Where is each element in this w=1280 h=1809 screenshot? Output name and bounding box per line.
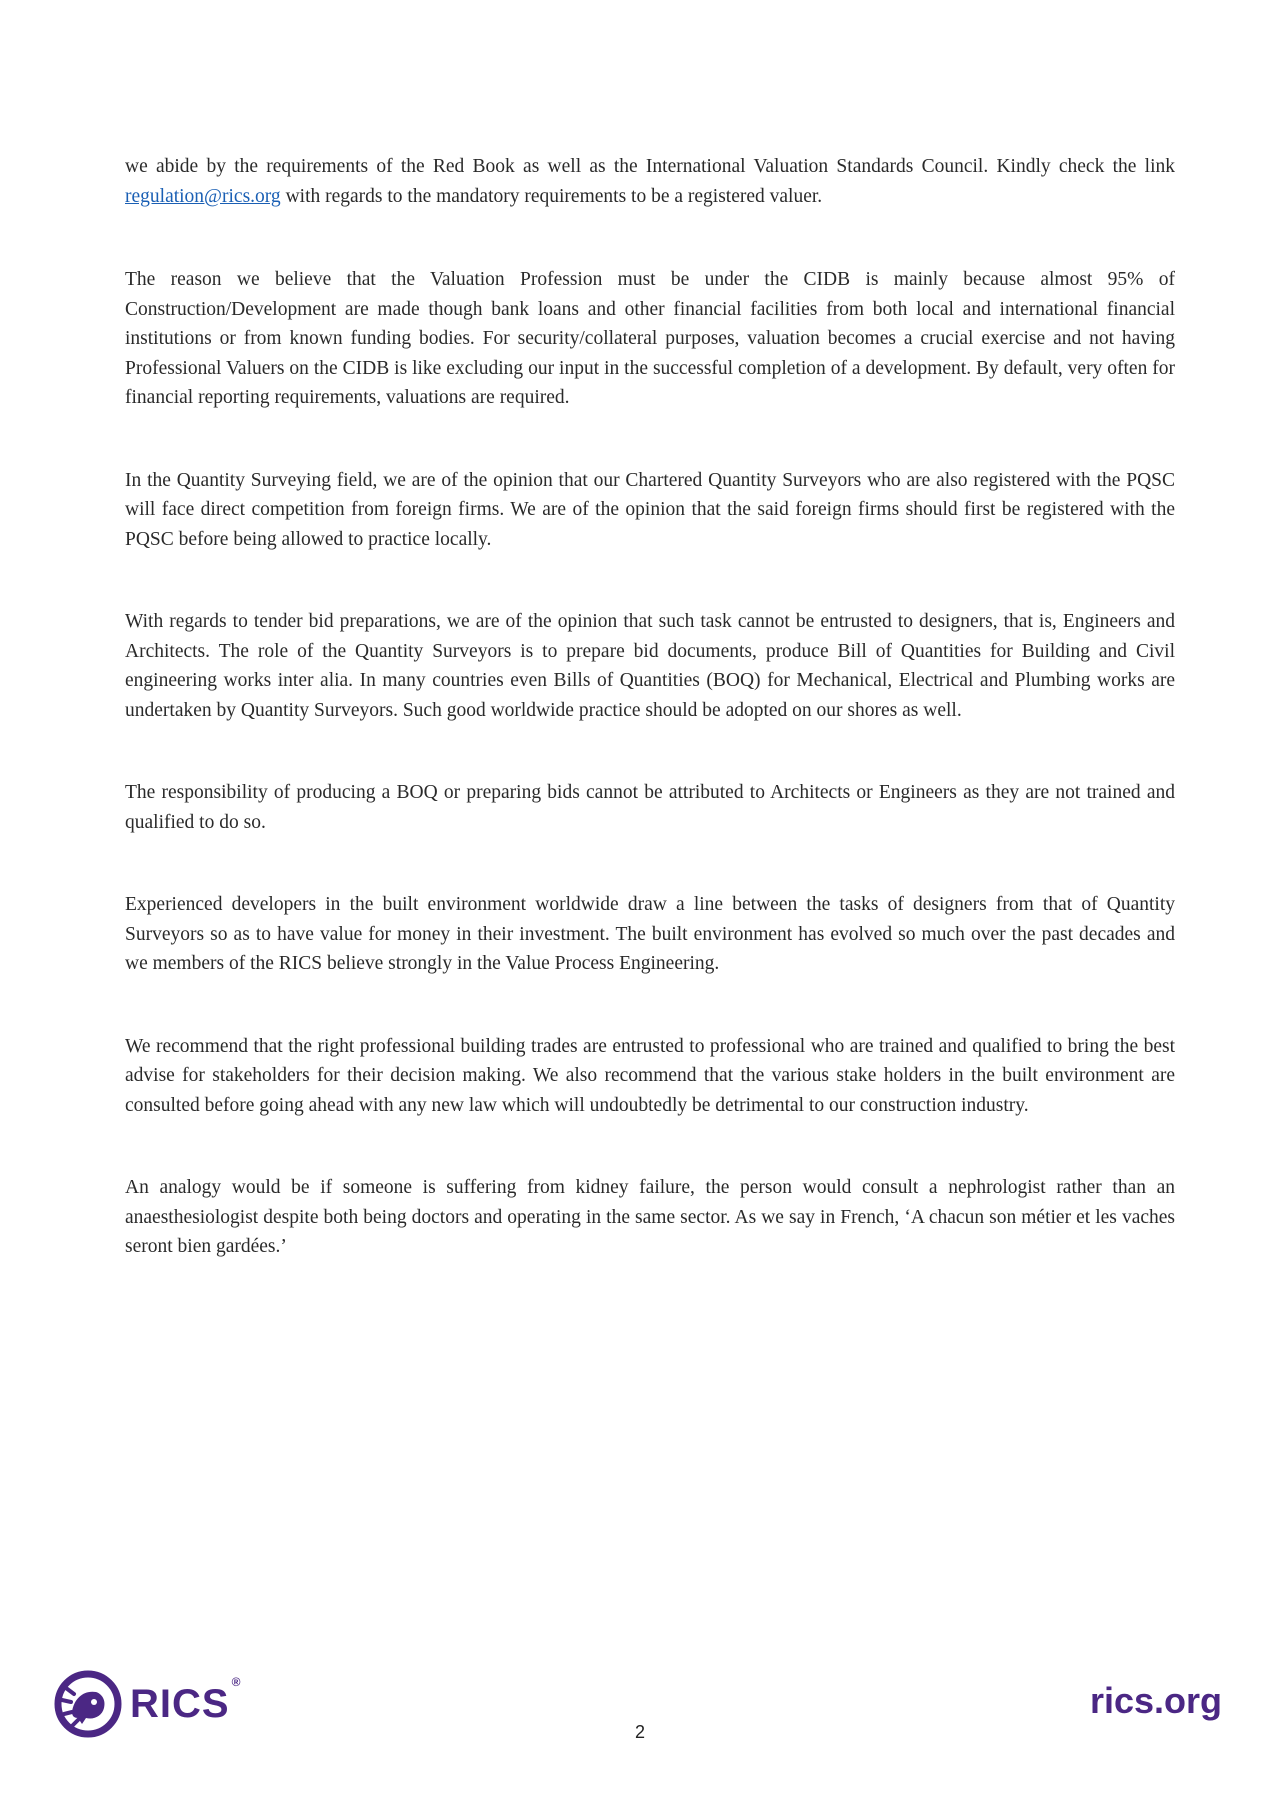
website-link[interactable]: rics.org <box>1089 1680 1222 1721</box>
letter-body <box>125 152 1175 1315</box>
paragraph-6: Experienced developers in the built environment worldwide draw a line between the tasks of designers from that of Quantity Surveyors so as to have value for money in their investment. The built environment has evolved so much over the past decades and we members of the RICS believe strongly in the Value Process Engineering. <box>125 894 1175 974</box>
logo-wordmark <box>130 1675 242 1727</box>
paragraph-1-after-link: with regards to the mandatory requirements to be a registered valuer. <box>280 185 823 207</box>
paragraph-8: An analogy would be if someone is suffering from kidney failure, the person would consult a nephrologist rather than an anaesthesiologist despite both being doctors and operating in the same sector. As we say in French, ‘A chacun son métier et les vaches seront bien gardées.’ <box>125 1177 1175 1257</box>
paragraph-1 <box>125 152 1175 211</box>
paragraph-2: The reason we believe that the Valuation Profession must be under the CIDB is mainly because almost 95% of Construction/Development are made though bank loans and other financial facilities from both local and international financial institutions or from known funding bodies. For security/collateral purposes, valuation becomes a crucial exercise and not having Professional Valuers on the CIDB is like excluding our input in the successful completion of a development. By default, very often for financial reporting requirements, valuations are required. <box>125 269 1175 408</box>
regulation-email-link[interactable]: regulation@rics.org <box>125 185 281 207</box>
logo-wordmark-text: RICS <box>130 1681 230 1726</box>
paragraph-1-before-link: we abide by the requirements of the Red Book as well as the International Valuation Standards Council. Kindly check the link <box>125 156 1175 177</box>
paragraph-5: The responsibility of producing a BOQ or preparing bids cannot be attributed to Architects or Engineers as they are not trained and qualified to do so. <box>125 782 1175 833</box>
page-number: 2 <box>634 1722 645 1742</box>
paragraph-3: In the Quantity Surveying field, we are of the opinion that our Chartered Quantity Surveyors who are also registered with the PQSC will face direct competition from foreign firms. We are of the opinion that the said foreign firms should first be registered with the PQSC before being allowed to practice locally. <box>125 469 1175 550</box>
paragraph-7: We recommend that the right professional building trades are entrusted to professional who are trained and qualified to bring the best advise for stakeholders for their decision making. We also recommend that the various stake holders in the built environment are consulted before going ahead with any new law which will undoubtedly be detrimental to our construction industry. <box>125 1035 1175 1116</box>
registered-mark: ® <box>231 1675 242 1690</box>
page-footer <box>0 1660 1280 1750</box>
paragraph-4: With regards to tender bid preparations, we are of the opinion that such task cannot be entrusted to designers, that is, Engineers and Architects. The role of the Quantity Surveyors is to prepare bid documents, produce Bill of Quantities for Building and Civil engineering works inter alia. In many countries even Bills of Quantities (BOQ) for Mechanical, Electrical and Plumbing works are undertaken by Quantity Surveyors. Such good worldwide practice should be adopted on our shores as well. <box>125 611 1175 721</box>
